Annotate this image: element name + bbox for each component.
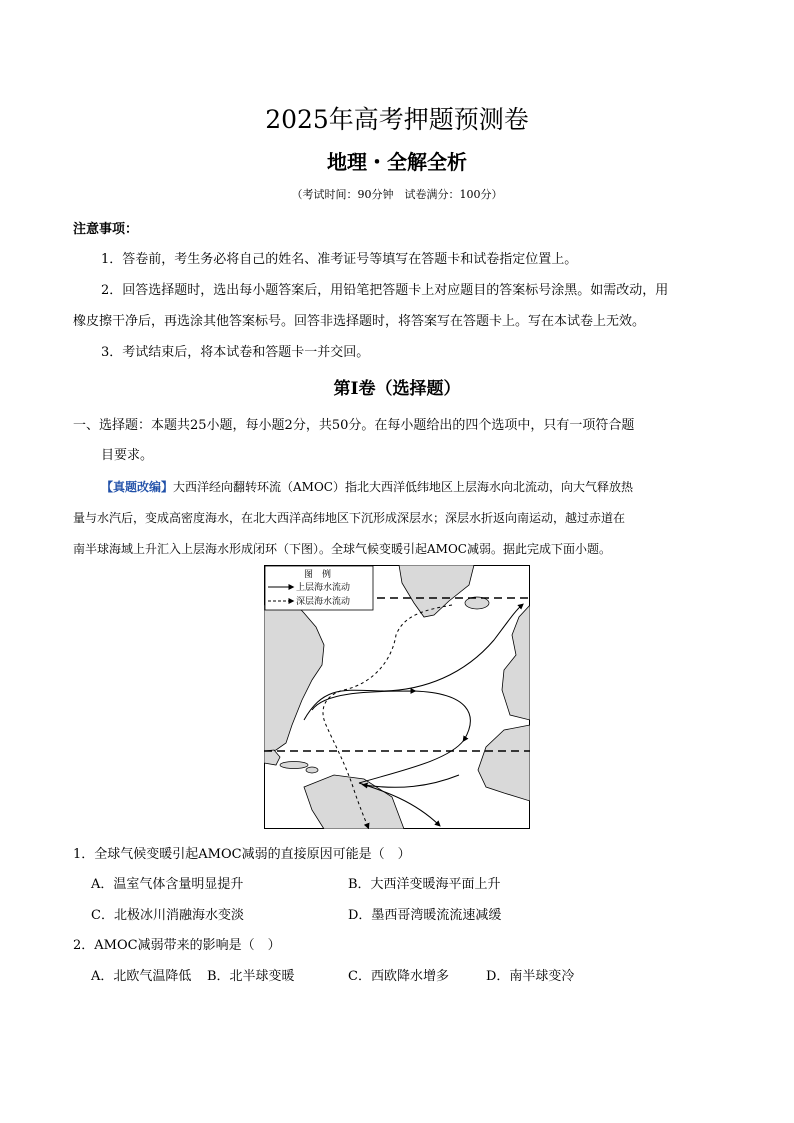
notice-item-2-line-2: 橡皮擦干净后，再选涂其他答案标号。回答非选择题时，将答案写在答题卡上。写在本试卷上无效。 [73, 314, 646, 329]
question-1-option-c: C．北极冰川消融海水变淡 [91, 908, 244, 923]
paper-title: 2025年高考押题预测卷 [265, 105, 529, 134]
passage-tag: 【真题改编】 [101, 480, 174, 494]
question-2-stem: 2．AMOC减弱带来的影响是（ ） [73, 938, 281, 953]
question-1-option-a: A．温室气体含量明显提升 [91, 877, 244, 892]
notice-item-3: 3．考试结束后，将本试卷和答题卡一并交回。 [101, 345, 370, 360]
hispaniola-land [306, 767, 318, 773]
notice-item-1: 1．答卷前，考生务必将自己的姓名、准考证号等填写在答题卡和试卷指定位置上。 [101, 252, 578, 267]
paper-subtitle: 地理・全解全析 [327, 150, 467, 174]
section-instruction-line-2: 目要求。 [101, 448, 154, 463]
question-2-option-c: C．西欧降水增多 [348, 969, 449, 984]
passage-line-1-text: 大西洋经向翻转环流（AMOC）指北大西洋低纬地区上层海水向北流动，向大气释放热 [173, 480, 633, 494]
exam-info: （考试时间：90分钟 试卷满分：100分） [291, 188, 503, 201]
cuba-land [280, 762, 308, 769]
section-instruction-line-1: 一、选择题：本题共25小题，每小题2分，共50分。在每小题给出的四个选项中，只有一项符合题 [73, 418, 635, 433]
section-title: 第Ⅰ卷（选择题） [333, 379, 461, 399]
question-1-option-d: D．墨西哥湾暖流流速减缓 [348, 908, 502, 923]
passage-line-1 [101, 478, 633, 495]
question-1-option-b: B．大西洋变暖海平面上升 [348, 877, 501, 892]
legend-upper-label: 上层海水流动 [296, 583, 351, 593]
notice-item-2-line-1: 2．回答选择题时，选出每小题答案后，用铅笔把答题卡上对应题目的答案标号涂黑。如需改动，用 [101, 283, 669, 298]
legend-deep-label: 深层海水流动 [296, 597, 351, 607]
notice-heading: 注意事项： [73, 222, 139, 237]
amoc-map [264, 565, 530, 829]
legend-title: 图 例 [304, 570, 332, 580]
question-2-option-b: B．北半球变暖 [207, 969, 295, 984]
question-1-stem: 1．全球气候变暖引起AMOC减弱的直接原因可能是（ ） [73, 847, 411, 862]
question-2-option-a: A．北欧气温降低 [91, 969, 192, 984]
question-2-option-d: D．南半球变冷 [486, 969, 575, 984]
passage-line-3: 南半球海域上升汇入上层海水形成闭环（下图）。全球气候变暖引起AMOC减弱。据此完成下面小题。 [73, 542, 611, 556]
passage-line-2: 量与水汽后，变成高密度海水，在北大西洋高纬地区下沉形成深层水；深层水折返向南运动，越过赤道在 [73, 511, 626, 525]
